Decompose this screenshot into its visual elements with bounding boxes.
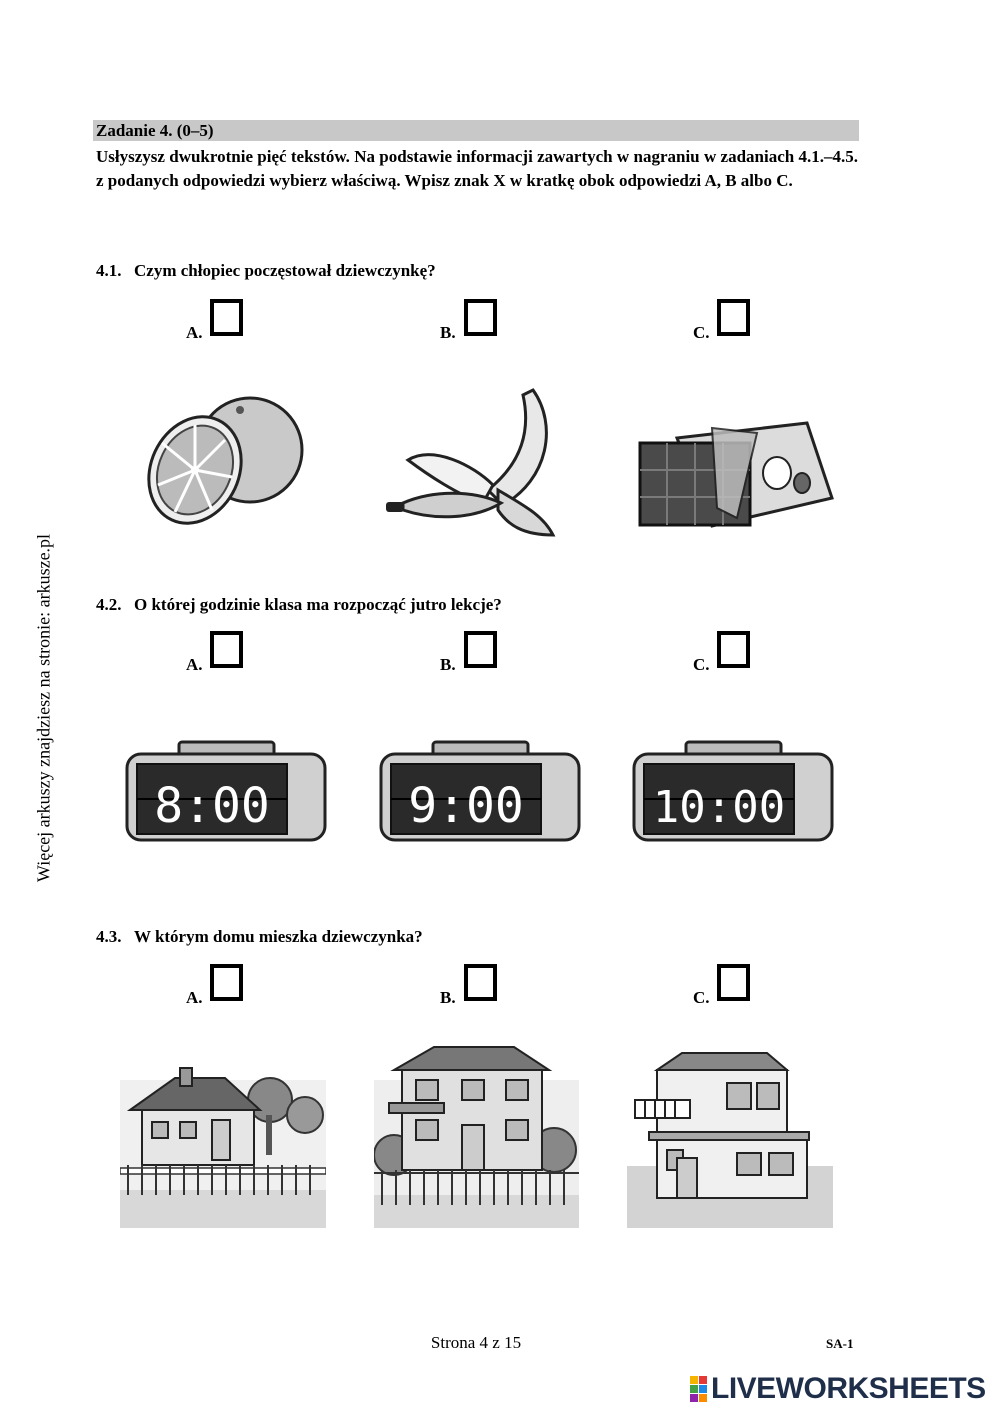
- option-letter: A.: [186, 988, 203, 1007]
- banana-image: [383, 385, 573, 545]
- option-letter: A.: [186, 323, 203, 342]
- logo-text: LIVEWORKSHEETS: [711, 1372, 986, 1405]
- clock-time-a: 8:00: [154, 778, 270, 834]
- question-text: O której godzinie klasa ma rozpocząć jutro lekcje?: [134, 595, 502, 614]
- side-note-text: Więcej arkuszy znajdziesz na stronie: arkusze.pl: [33, 533, 54, 883]
- question-4-2: [96, 594, 502, 616]
- task-title: Zadanie 4. (0–5): [93, 120, 859, 141]
- alarm-clock-image-a: [124, 740, 329, 845]
- alarm-clock-image-c: [631, 740, 836, 845]
- question-number: 4.3.: [96, 927, 122, 946]
- modern-house-image: [627, 1048, 833, 1228]
- clock-time-b: 9:00: [408, 778, 524, 834]
- option-letter: A.: [186, 655, 203, 674]
- alarm-clock-image-b: [378, 740, 583, 845]
- answer-checkbox-4-3-a[interactable]: [210, 964, 243, 1001]
- question-number: 4.2.: [96, 595, 122, 614]
- chocolate-bar-image: [637, 418, 837, 530]
- question-number: 4.1.: [96, 261, 122, 280]
- answer-checkbox-4-2-c[interactable]: [717, 631, 750, 668]
- house-with-garden-image: [374, 1045, 579, 1228]
- orange-image: [140, 385, 310, 530]
- liveworksheets-logo[interactable]: [690, 1374, 986, 1404]
- question-text: W którym domu mieszka dziewczynka?: [134, 927, 423, 946]
- option-letter: C.: [693, 988, 710, 1007]
- option-letter: B.: [440, 988, 456, 1007]
- answer-checkbox-4-2-b[interactable]: [464, 631, 497, 668]
- answer-checkbox-4-2-a[interactable]: [210, 631, 243, 668]
- logo-icon: [690, 1376, 707, 1402]
- task-instructions: Usłyszysz dwukrotnie pięć tekstów. Na podstawie informacji zawartych w nagraniu w zadaniach 4.1.–4.5. z podanych odpowiedzi wybierz właściwą. Wpisz znak X w kratkę obok odpowiedzi A, B albo C.: [96, 147, 858, 190]
- small-house-image: [120, 1060, 326, 1228]
- answer-checkbox-4-1-b[interactable]: [464, 299, 497, 336]
- answer-checkbox-4-3-b[interactable]: [464, 964, 497, 1001]
- answer-checkbox-4-1-c[interactable]: [717, 299, 750, 336]
- answer-checkbox-4-1-a[interactable]: [210, 299, 243, 336]
- question-4-3: [96, 926, 423, 948]
- option-letter: C.: [693, 655, 710, 674]
- exam-code: SA-1: [826, 1336, 854, 1351]
- question-text: Czym chłopiec poczęstował dziewczynkę?: [134, 261, 436, 280]
- question-4-1: [96, 260, 436, 282]
- page-number: Strona 4 z 15: [430, 1333, 522, 1352]
- option-letter: B.: [440, 655, 456, 674]
- answer-checkbox-4-3-c[interactable]: [717, 964, 750, 1001]
- clock-time-c: 10:00: [652, 782, 786, 833]
- option-letter: B.: [440, 323, 456, 342]
- option-letter: C.: [693, 323, 710, 342]
